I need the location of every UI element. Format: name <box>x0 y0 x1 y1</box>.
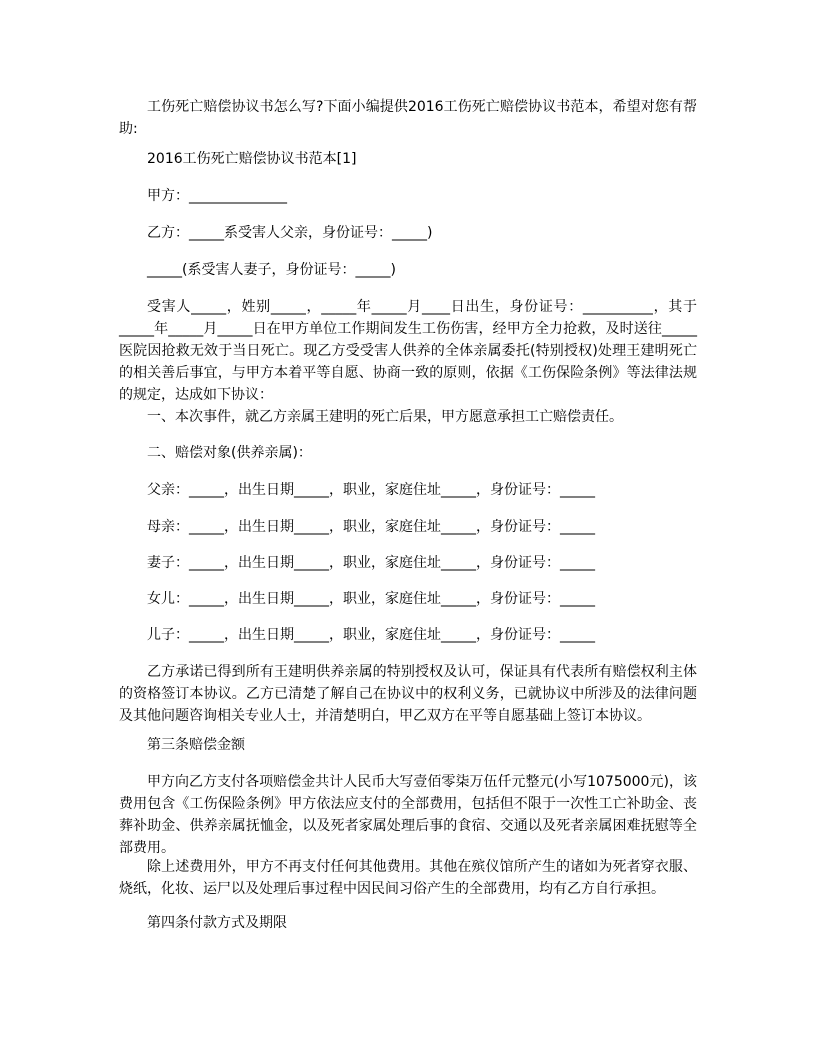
clause-2: 二、赔偿对象(供养亲属)： <box>147 445 312 461</box>
relative-daughter: 女儿：_____，出生日期_____，职业，家庭住址_____，身份证号：_____ <box>147 591 595 607</box>
party-b-line: 乙方：_____系受害人父亲，身份证号：_____) <box>147 225 433 241</box>
relative-father: 父亲：_____，出生日期_____，职业，家庭住址_____，身份证号：_____ <box>147 482 595 498</box>
clause-3-title: 第三条赔偿金额 <box>147 737 245 753</box>
party-a-line: 甲方：______________ <box>147 188 287 204</box>
clause-4-title: 第四条付款方式及期限 <box>147 915 287 931</box>
relative-mother: 母亲：_____，出生日期_____，职业，家庭住址_____，身份证号：_____ <box>147 519 595 535</box>
clause-1: 一、本次事件，就乙方亲属王建明的死亡后果，甲方愿意承担工亡赔偿责任。 <box>147 409 623 425</box>
party-b-spouse-line: _____(系受害人妻子，身份证号：_____) <box>147 262 396 278</box>
clause-3-body: 甲方向乙方支付各项赔偿金共计人民币大写壹佰零柒万伍仟元整元(小写1075000元)，该费用包含《工伤保险条例》甲方依法应支付的全部费用，包括但不限于一次性工亡补助金、丧葬补助金、供养亲属抚恤金，以及死者家属处理后事的食宿、交通以及死者亲属困难抚慰等全部费用。 <box>119 774 697 856</box>
relative-son: 儿子：_____，出生日期_____，职业，家庭住址_____，身份证号：_____ <box>147 627 595 643</box>
intro-paragraph: 工伤死亡赔偿协议书怎么写?下面小编提供2016工伤死亡赔偿协议书范本，希望对您有帮助: <box>119 99 697 137</box>
document-title: 2016工伤死亡赔偿协议书范本[1] <box>147 151 357 167</box>
relative-wife: 妻子：_____，出生日期_____，职业，家庭住址_____，身份证号：_____ <box>147 555 595 571</box>
authorization-paragraph: 乙方承诺已得到所有王建明供养亲属的特别授权及认可，保证具有代表所有赔偿权利主体的资格签订本协议。乙方已清楚了解自己在协议中的权利义务，已就协议中所涉及的法律问题及其他问题咨询相关专业人士，并清楚明白，甲乙双方在平等自愿基础上签订本协议。 <box>119 664 697 724</box>
clause-3-extra: 除上述费用外，甲方不再支付任何其他费用。其他在殡仪馆所产生的诸如为死者穿衣服、烧纸，化妆、运尸以及处理后事过程中因民间习俗产生的全部费用，均有乙方自行承担。 <box>119 859 697 897</box>
victim-paragraph: 受害人_____，姓别_____，_____年_____月____日出生，身份证号：__________，其于_____年_____月_____日在甲方单位工作期间发生工伤伤害，经甲方全力抢救，及时送往_____医院因抢救无效于当日死亡。现乙方受受害人供养的全体亲属委托(特别授权)处理王建明死亡的相关善后事宜，与甲方本着平等自愿、协商一致的原则，依据《工伤保险条例》等法律法规的规定，达成如下协议： <box>119 299 697 403</box>
